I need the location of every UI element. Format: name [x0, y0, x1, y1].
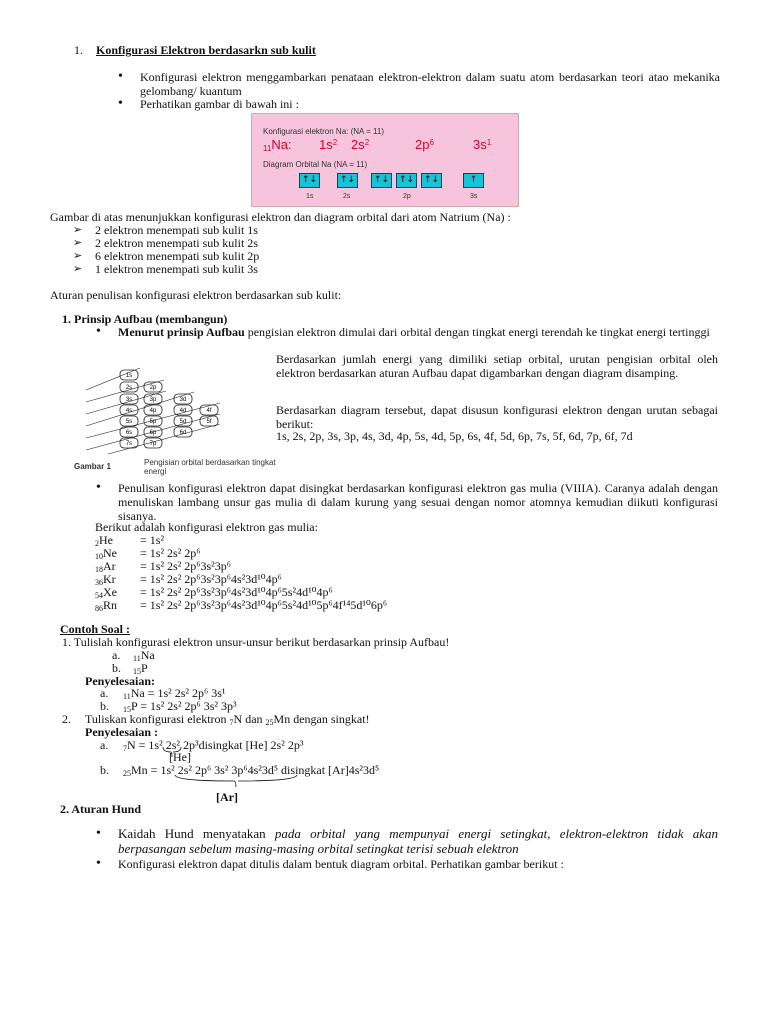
cell-text: 4s: [125, 408, 133, 414]
aufbau-cells: [120, 370, 218, 448]
list-item: ➢ 2 elektron menempati sub kulit 1s: [95, 223, 258, 237]
section-title: Konfigurasi Elektron berdasarkn sub kulit: [96, 43, 316, 57]
q1b-label: b.: [112, 661, 121, 675]
na-term-3s: $3s^1$: [473, 137, 492, 152]
aufbau-title: 1. Prinsip Aufbau (membangun): [62, 312, 228, 326]
cell-text: 3d: [179, 397, 187, 403]
contoh-title: Contoh Soal :: [60, 622, 131, 636]
cell-text: 5d: [179, 419, 187, 425]
hund-rule: • Kaidah Hund menyatakan pada orbital yang mempunyai energi setingkat, elektron-elektron tidak akan berpasangan sebelum masing-masing orbital setingkat terisi sebuah elektron: [118, 826, 718, 856]
orbital-label-3s: 3s: [470, 193, 478, 200]
hund-bullet-2: • Konfigurasi elektron dapat ditulis dalam bentuk diagram orbital. Perhatikan gambar berikut :: [118, 857, 564, 871]
bullet-perhatikan: • Perhatikan gambar di bawah ini :: [140, 97, 299, 111]
aufbau-diagram: [78, 366, 258, 456]
bracket-he-label: [He]: [169, 750, 191, 764]
noble-gas-bullet: • Penulisan konfigurasi elektron dapat disingkat berdasarkan konfigurasi elektron gas mulia (VIIIA). Caranya adalah dengan menuliskan lambang unsur gas mulia di dalam kurung yang sesuai dengan nomor atomnya kemudian diikuti konfigurasi sisanya.: [118, 481, 718, 523]
list-item: ➢ 2 elektron menempati sub kulit 2s: [95, 236, 258, 250]
question-1: 1. Tulislah konfigurasi elektron unsur-unsur berikut berdasarkan prinsip Aufbau!: [62, 635, 450, 649]
brace-ar: [174, 774, 298, 788]
noble-config: = 1s² 2s² 2p⁶3s²3p⁶4s²3d¹⁰4p⁶5s²4d¹⁰5p⁶4f¹⁴5d¹⁰6p⁶: [140, 598, 388, 612]
noble-config: = 1s²: [140, 533, 165, 547]
orbital-box-3s: ↑: [463, 173, 484, 188]
aufbau-para1: Berdasarkan jumlah energi yang dimiliki setiap orbital, urutan pengisian orbital oleh elektron berdasarkan aturan Aufbau dapat digambarkan dengan diagram disamping.: [276, 352, 718, 380]
orbital-label-2s: 2s: [343, 193, 351, 200]
q1a-label: a.: [112, 648, 121, 662]
aufbau-order: 1s, 2s, 2p, 3s, 3p, 4s, 3d, 4p, 5s, 4d, 5p, 6s, 4f, 5d, 6p, 7s, 5f, 6d, 7p, 6f, 7d: [276, 429, 633, 443]
noble-row: $_{54}$Xe: [95, 585, 117, 600]
question-2: Tuliskan konfigurasi elektron $_7$N dan $_{25}$Mn dengan singkat!: [85, 712, 370, 727]
cell-text: 3s: [125, 397, 133, 403]
figure-caption-label: Gambar 1: [74, 462, 111, 471]
cell-text: 4p: [149, 408, 157, 414]
orbital-box-2p-1: ↑↓: [371, 173, 392, 188]
answer-2a-label: a.: [100, 738, 109, 752]
cell-text: 6d: [179, 430, 187, 436]
noble-row: $_{86}$Rn: [95, 598, 118, 613]
na-atomic-number: 11: [263, 144, 272, 153]
answer-1a: $_{11}$Na = 1s² 2s² 2p⁶ 3s¹: [123, 686, 226, 701]
penyelesaian-2: Penyelesaian :: [85, 725, 158, 739]
question-2-number: 2.: [62, 712, 71, 726]
penyelesaian-1: Penyelesaian:: [85, 674, 155, 688]
na-diagram-label: Diagram Orbital Na (NA = 11): [263, 160, 368, 169]
cell-text: 7s: [125, 441, 133, 447]
na-figure-heading: Konfigurasi elektron Na: (NA = 11): [263, 127, 385, 136]
cell-text: 4f: [206, 408, 212, 414]
noble-config: = 1s² 2s² 2p⁶3s²3p⁶4s²3d¹⁰4p⁶: [140, 572, 282, 586]
q1a-element: $_{11}$Na: [133, 648, 155, 663]
orbital-label-1s: 1s: [306, 193, 314, 200]
noble-config: = 1s² 2s² 2p⁶3s²3p⁶4s²3d¹⁰4p⁶5s²4d¹⁰4p⁶: [140, 585, 333, 599]
cell-text: 5s: [125, 419, 133, 425]
noble-row: $_{18}$Ar: [95, 559, 116, 574]
noble-config: = 1s² 2s² 2p⁶: [140, 546, 201, 560]
answer-1b-label: b.: [100, 699, 109, 713]
aturan-heading: Aturan penulisan konfigurasi elektron berdasarkan sub kulit:: [50, 288, 342, 302]
na-term-1s: $1s^2$: [319, 137, 338, 152]
cell-text: 4d: [179, 408, 187, 414]
answer-1b: $_{15}$P = 1s² 2s² 2p⁶ 3s² 3p³: [123, 699, 237, 714]
orbital-box-1s: ↑↓: [299, 173, 320, 188]
figure-caption-text: Pengisian orbital berdasarkan tingkat energi: [144, 458, 276, 476]
answer-2b-label: b.: [100, 763, 109, 777]
na-config-line: [263, 138, 292, 152]
noble-gas-lead: Berikut adalah konfigurasi elektron gas mulia:: [95, 520, 318, 534]
noble-config: = 1s² 2s² 2p⁶3s²3p⁶: [140, 559, 231, 573]
answer-2b: $_{25}$Mn = 1s² 2s² 2p⁶ 3s² 3p⁶4s²3d⁵ disingkat [Ar]4s²3d⁵: [123, 763, 380, 778]
cell-text: 5p: [149, 419, 157, 425]
na-symbol: Na:: [271, 137, 292, 152]
na-term-2s: $2s^2$: [351, 137, 370, 152]
answer-2a: $_7$N = 1s² 2s² 2p³disingkat [He] 2s² 2p³: [123, 738, 304, 753]
orbital-box-2p-3: ↑↓: [421, 173, 442, 188]
list-item: ➢ 1 elektron menempati sub kulit 3s: [95, 262, 258, 276]
cell-text: 7p: [149, 441, 157, 447]
noble-row: $_{10}$Ne: [95, 546, 117, 561]
section-number: 1.: [74, 43, 83, 57]
noble-row: $_{36}$Kr: [95, 572, 116, 587]
hund-title: 2. Aturan Hund: [60, 802, 142, 816]
q1b-element: $_{15}$P: [133, 661, 148, 676]
bracket-ar-label: [Ar]: [216, 790, 238, 804]
cell-text: 6s: [125, 430, 133, 436]
cell-text: 1s: [125, 373, 133, 379]
answer-1a-label: a.: [100, 686, 109, 700]
aufbau-para2: Berdasarkan diagram tersebut, dapat disusun konfigurasi elektron dengan urutan sebagai berikut:: [276, 403, 718, 431]
orbital-label-2p: 2p: [403, 193, 411, 200]
cell-text: 2s: [125, 385, 133, 391]
cell-text: 3p: [149, 397, 157, 403]
noble-row: $_2$He: [95, 533, 113, 548]
cell-text: 6p: [149, 430, 157, 436]
orbital-box-2p-2: ↑↓: [396, 173, 417, 188]
list-item: ➢ 6 elektron menempati sub kulit 2p: [95, 249, 259, 263]
cell-text: 2p: [149, 385, 157, 391]
na-term-2p: $2p^6$: [415, 137, 434, 152]
intro-lead: Gambar di atas menunjukkan konfigurasi elektron dan diagram orbital dari atom Natrium (Na) :: [50, 210, 511, 224]
orbital-box-2s: ↑↓: [337, 173, 358, 188]
bullet-konfigurasi: • Konfigurasi elektron menggambarkan penataan elektron-elektron dalam suatu atom berdasarkan teori atao mekanika gelombang/ kuantum: [140, 70, 720, 98]
cell-text: 5f: [206, 419, 212, 425]
aufbau-bullet: • Menurut prinsip Aufbau pengisian elektron dimulai dari orbital dengan tingkat energi terendah ke tingkat energi tertinggi: [118, 325, 718, 339]
